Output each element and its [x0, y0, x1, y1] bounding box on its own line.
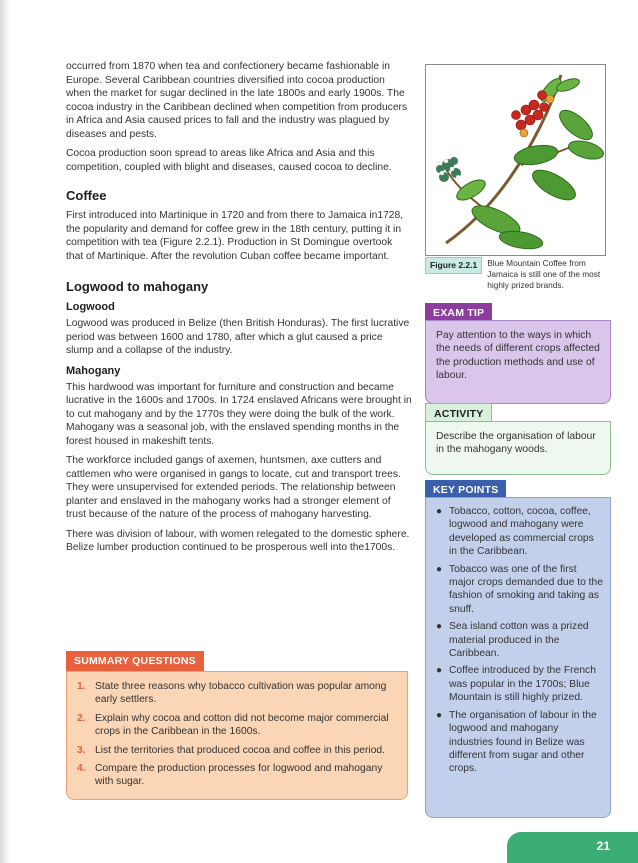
key-point — [436, 563, 604, 617]
summary-question — [77, 680, 395, 707]
key-point — [436, 664, 604, 704]
coffee-plant-illustration — [426, 65, 605, 255]
key-point — [436, 709, 604, 776]
activity-box — [425, 421, 611, 475]
exam-tip-box — [425, 320, 611, 404]
page-edge-shadow — [0, 0, 10, 863]
figure-label: Figure 2.2.1 — [425, 257, 482, 274]
question-number: 2. — [77, 712, 86, 724]
coffee-plant-figure — [425, 64, 606, 256]
coffee-heading: Coffee — [66, 188, 107, 203]
main-column — [66, 60, 412, 561]
key-point-text: Tobacco was one of the first major crops demanded due to the fashion of smoking and taking as snuff. — [449, 563, 603, 615]
key-point — [436, 620, 604, 660]
mahogany-paragraph-2: The workforce included gangs of axemen, huntsmen, axe cutters and cattlemen who were organised in gangs to locate, cut and transport trees. They were unsupervised for extended periods. The relationship between planter and enslaved in the mahogany works had a stronger element of trust because of the nature of the process of mahogany harvesting. — [66, 455, 401, 520]
question-number: 4. — [77, 763, 86, 775]
bullet-icon: ● — [436, 563, 443, 575]
question-number: 1. — [77, 681, 86, 692]
bullet-icon: ● — [436, 506, 443, 517]
key-point-text: Coffee introduced by the French was popular in the 1700s; Blue Mountain is still highly prized. — [449, 665, 596, 704]
coffee-paragraph: First introduced into Martinique in 1720 and from there to Jamaica in1728, the popularity and demand for coffee grew in the 18th century, putting it in competition with tea (Figure 2.2.1). Production in St Domingue overtook that of Martinique. After the revolution Cuban coffee became important. — [66, 210, 404, 262]
summary-question — [77, 712, 395, 739]
summary-question — [77, 744, 395, 757]
activity-text: Describe the organisation of labour in the mahogany woods. — [436, 431, 596, 456]
intro-paragraph-1: occurred from 1870 when tea and confectionery became fashionable in Europe. Several Caribbean countries diversified into cocoa production when the market for sugar declined in the late 1800s and early 1900s. The cocoa industry in the Caribbean declined when competition from producers in Africa and Asia caused prices to fall and the industry was plagued by diseases and pests. — [66, 61, 408, 140]
key-point — [436, 505, 604, 559]
question-text: Compare the production processes for logwood and mahogany with sugar. — [95, 763, 383, 788]
mahogany-paragraph-1: This hardwood was important for furniture and construction and became lucrative in the 1600s and 1700s. In 1724 enslaved Africans were brought in to cut mahogany and by the 1770s they were doing the bulk of the work. Mahogany was a seasonal job, with the enslaved spending months in the forest housed in makeshift tents. — [66, 381, 412, 447]
mahogany-paragraph-3: There was division of labour, with women relegated to the domestic sphere. Belize lumber production continued to be prosperous well into the1700s. — [66, 528, 410, 553]
summary-questions — [66, 651, 408, 800]
summary-questions-title: SUMMARY QUESTIONS — [66, 651, 204, 671]
question-number: 3. — [77, 744, 86, 756]
key-point-text: The organisation of labour in the logwood and mahogany industries found in Belize was different from sugar and other crops. — [449, 709, 597, 775]
question-text: List the territories that produced cocoa and coffee in this period. — [95, 744, 386, 756]
logwood-paragraph: Logwood was produced in Belize (then British Honduras). The first lucrative period was between 1600 and 1780, after which a glut caused a price slump and a collapse of the industry. — [66, 318, 410, 356]
page-number: 21 — [507, 832, 638, 863]
figure-caption-text: Blue Mountain Coffee from Jamaica is still one of the most highly prized brands. — [487, 258, 601, 290]
exam-tip-text: Pay attention to the ways in which the needs of different crops affected the production methods and use of labour. — [436, 330, 600, 382]
key-points-box — [425, 497, 611, 818]
key-points-title: KEY POINTS — [425, 480, 506, 500]
bullet-icon: ● — [436, 621, 443, 633]
key-point-text: Tobacco, cotton, cocoa, coffee, logwood and mahogany were developed as commercial crops in the Caribbean. — [449, 506, 594, 558]
exam-tip-title: EXAM TIP — [425, 303, 492, 323]
bullet-icon: ● — [436, 665, 443, 677]
mahogany-subheading: Mahogany — [66, 364, 121, 377]
key-point-text: Sea island cotton was a prized material produced in the Caribbean. — [449, 621, 589, 660]
question-text: State three reasons why tobacco cultivation was popular among early settlers. — [95, 681, 387, 706]
summary-questions-box — [66, 671, 408, 800]
figure-caption — [425, 257, 607, 291]
summary-question — [77, 762, 395, 789]
question-text: Explain why cocoa and cotton did not become major commercial crops in the Caribbean in the 1600s. — [95, 712, 389, 738]
intro-paragraph-2: Cocoa production soon spread to areas like Africa and Asia and this competition, coupled with blight and diseases, caused cocoa to decline. — [66, 148, 392, 173]
logwood-mahogany-heading: Logwood to mahogany — [66, 279, 209, 294]
logwood-subheading: Logwood — [66, 301, 115, 313]
bullet-icon: ● — [436, 709, 443, 721]
activity-title: ACTIVITY — [425, 403, 492, 424]
